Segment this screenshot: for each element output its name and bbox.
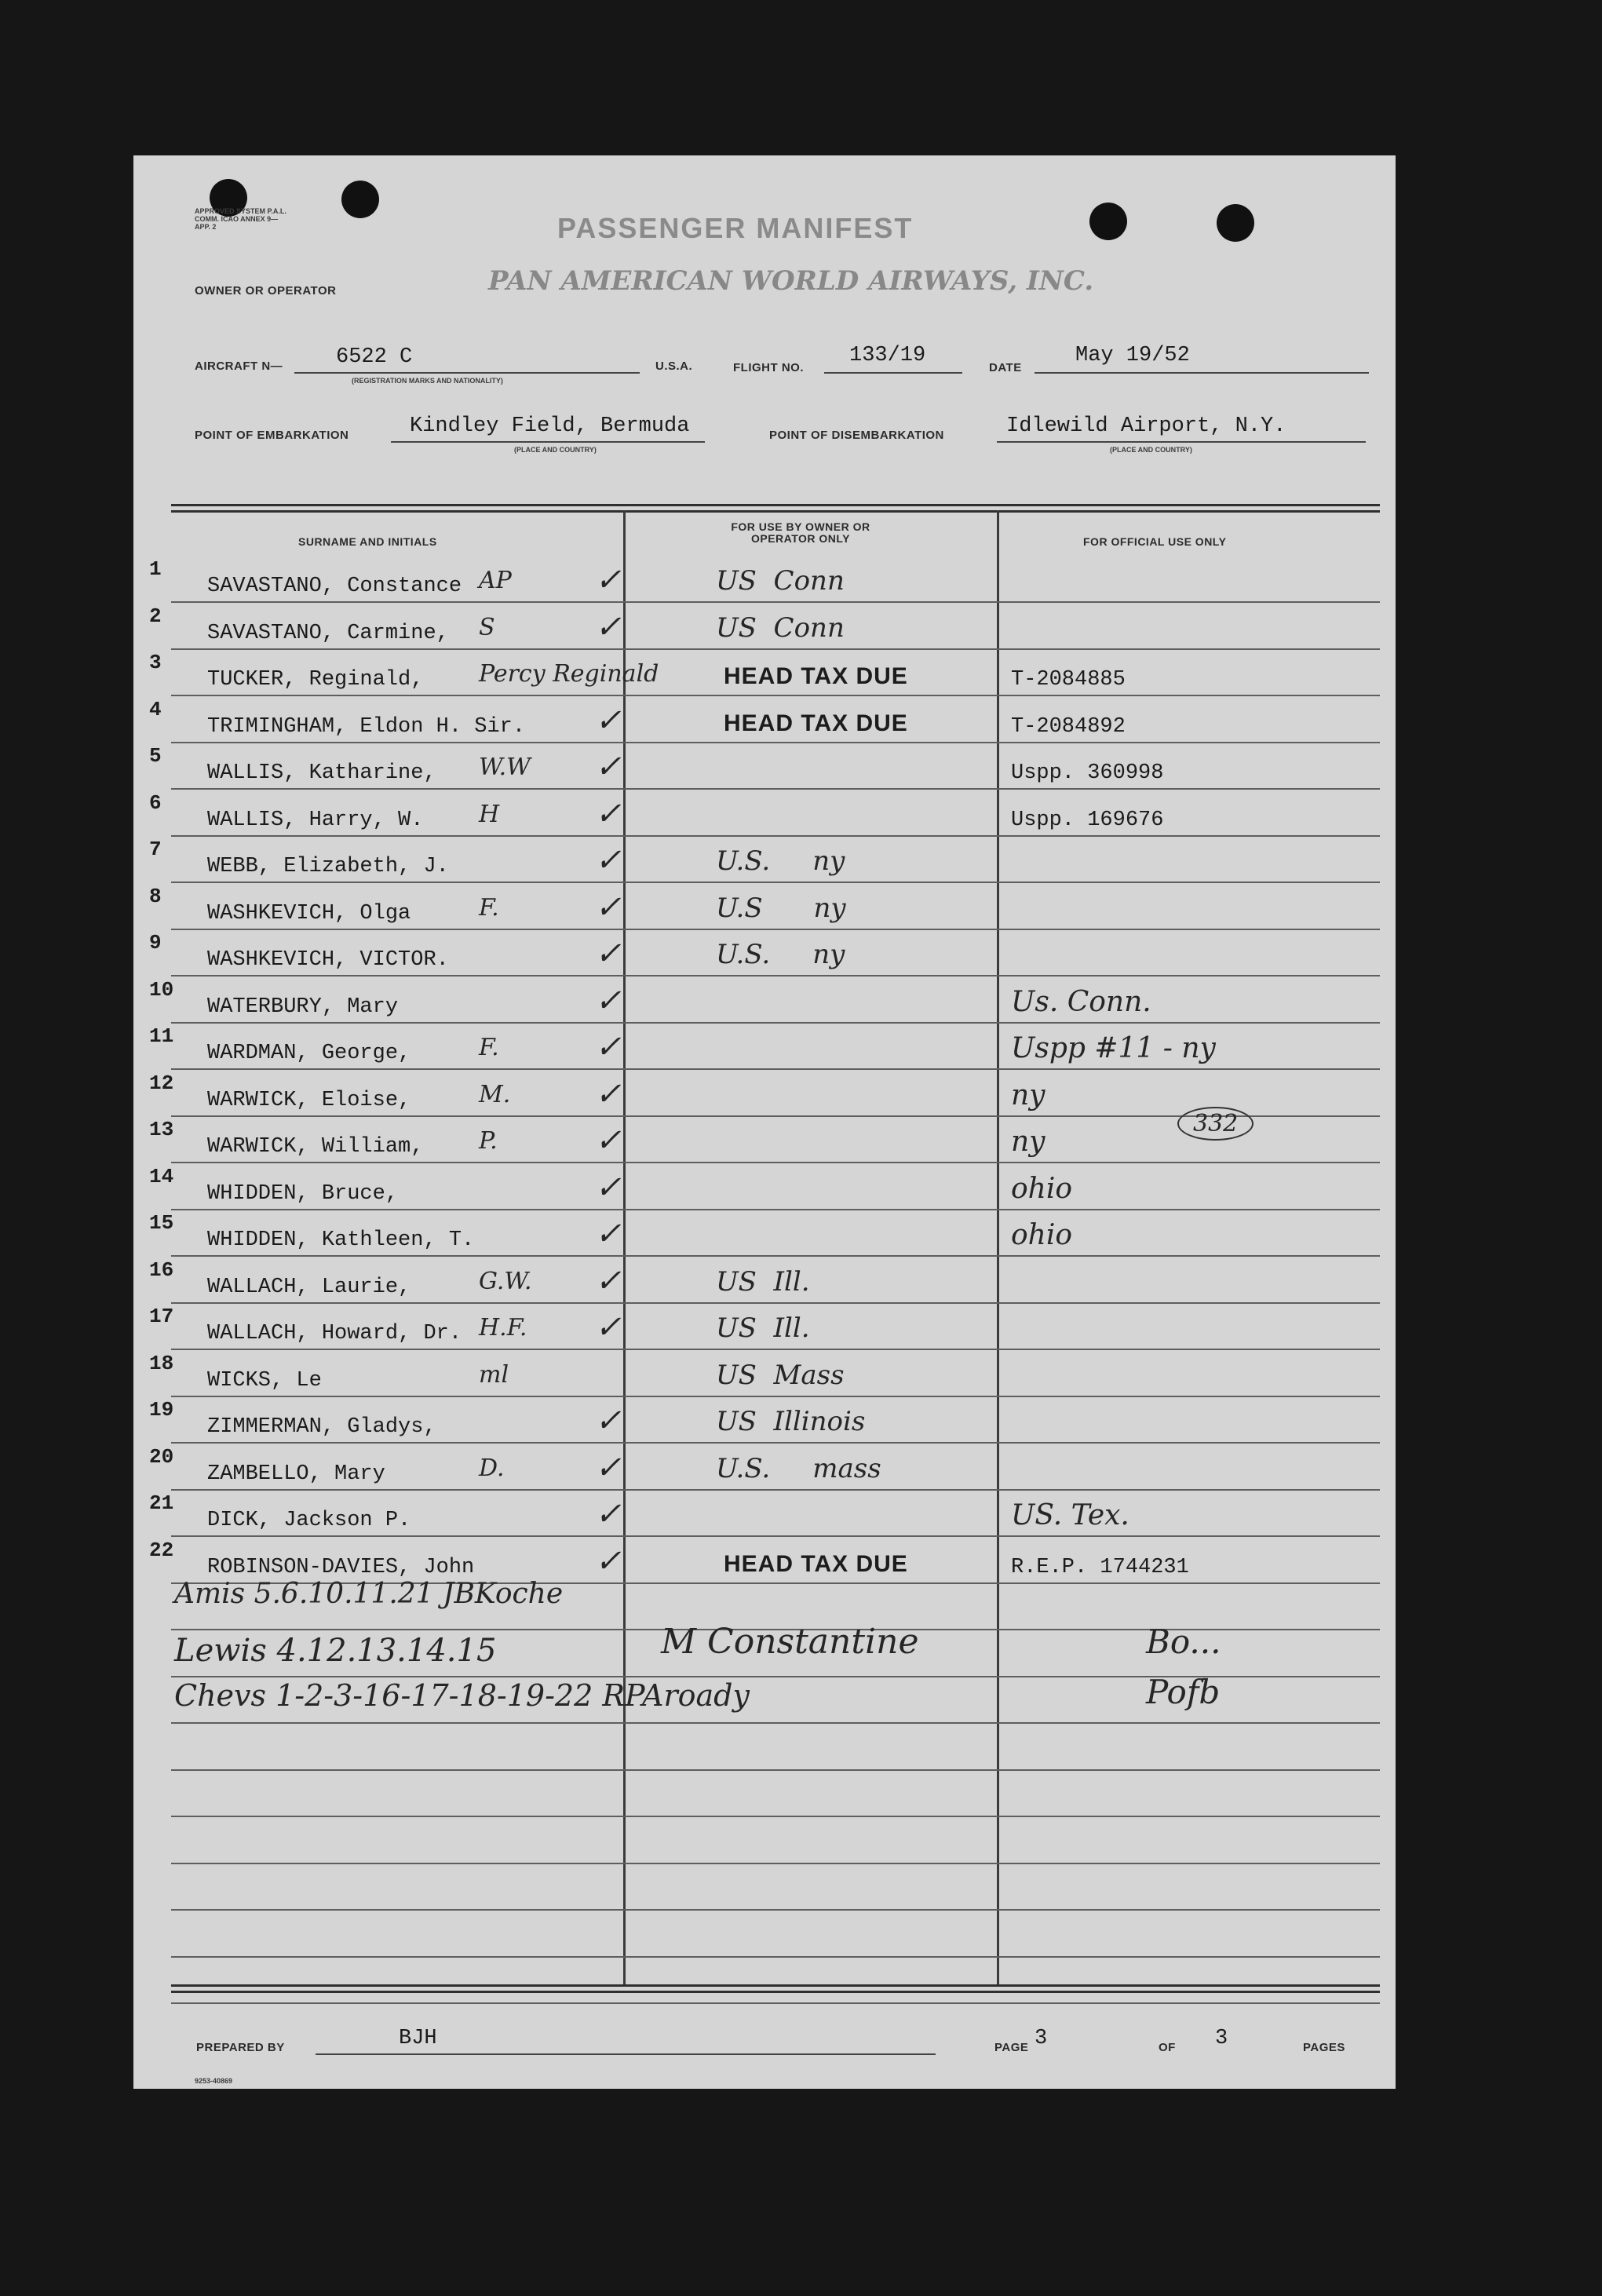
official-use-note: Uspp. 169676 xyxy=(1011,809,1164,832)
passenger-name: ZAMBELLO, Mary xyxy=(207,1462,385,1486)
col-owner-header: FOR USE BY OWNER OR OPERATOR ONLY xyxy=(731,520,870,545)
row-number: 21 xyxy=(149,1491,174,1515)
annotation-line-3: Chevs 1-2-3-16-17-18-19-22 RPAroady xyxy=(174,1678,750,1713)
ruled-line xyxy=(171,601,1380,603)
official-use-note: Uspp #11 - ny xyxy=(1011,1032,1216,1064)
passenger-initials: M. xyxy=(479,1081,511,1108)
owner-use-note: US Ill. xyxy=(716,1312,810,1344)
owner-use-stamp: HEAD TAX DUE xyxy=(724,710,908,736)
official-use-note: Uspp. 360998 xyxy=(1011,761,1164,785)
row-number: 2 xyxy=(149,604,162,628)
disembark-place-note: (PLACE AND COUNTRY) xyxy=(1110,446,1192,454)
registration-note: (REGISTRATION MARKS AND NATIONALITY) xyxy=(352,377,503,385)
ruled-line xyxy=(171,882,1380,883)
check-mark: ✓ xyxy=(595,609,622,645)
official-use-note: ohio xyxy=(1011,1173,1073,1205)
flight-fill-line xyxy=(824,372,962,374)
passenger-name: WASHKEVICH, Olga xyxy=(207,902,411,925)
check-mark: ✓ xyxy=(595,983,622,1019)
date-value: May 19/52 xyxy=(1075,344,1190,367)
aircraft-label: AIRCRAFT N— xyxy=(195,360,283,373)
ruled-line xyxy=(171,742,1380,743)
page-label: PAGE xyxy=(994,2041,1029,2054)
page-value: 3 xyxy=(1035,2027,1048,2050)
official-use-note: ohio xyxy=(1011,1219,1073,1251)
pages-label: PAGES xyxy=(1303,2041,1345,2054)
passenger-name: WASHKEVICH, VICTOR. xyxy=(207,948,449,972)
passenger-name: TRIMINGHAM, Eldon H. Sir. xyxy=(207,715,526,739)
passenger-name: TUCKER, Reginald, xyxy=(207,668,424,692)
row-number: 13 xyxy=(149,1118,174,1141)
ruled-line xyxy=(171,1349,1380,1350)
table-top-rule xyxy=(171,510,1380,513)
punch-hole xyxy=(1089,203,1127,240)
of-label: OF xyxy=(1159,2041,1176,2054)
row-number: 7 xyxy=(149,838,162,861)
check-mark: ✓ xyxy=(595,749,622,785)
embark-label: POINT OF EMBARKATION xyxy=(195,429,349,442)
row-number: 4 xyxy=(149,698,162,721)
row-number: 22 xyxy=(149,1539,174,1562)
row-number: 19 xyxy=(149,1398,174,1422)
ruled-line xyxy=(171,1769,1380,1771)
ruled-line xyxy=(171,1396,1380,1397)
column-divider xyxy=(997,510,999,1986)
passenger-name: WATERBURY, Mary xyxy=(207,995,399,1019)
date-label: DATE xyxy=(989,361,1022,374)
owner-use-note: U.S ny xyxy=(716,892,846,924)
check-mark: ✓ xyxy=(595,1543,622,1579)
owner-use-note: US Conn xyxy=(716,612,845,644)
official-use-note: R.E.P. 1744231 xyxy=(1011,1556,1189,1579)
ruled-line xyxy=(171,1162,1380,1163)
passenger-initials: ml xyxy=(479,1361,509,1389)
passenger-initials: F. xyxy=(479,1034,499,1061)
check-mark: ✓ xyxy=(595,1076,622,1112)
owner-use-note: US Conn xyxy=(716,565,845,597)
table-bottom-rule xyxy=(171,1991,1380,1993)
disembark-fill-line xyxy=(997,441,1366,443)
flight-value: 133/19 xyxy=(849,344,926,367)
check-mark: ✓ xyxy=(595,1450,622,1486)
ruled-line xyxy=(171,929,1380,930)
embark-place-note: (PLACE AND COUNTRY) xyxy=(514,446,597,454)
passenger-initials: H.F. xyxy=(479,1314,527,1341)
passenger-name: WALLIS, Harry, W. xyxy=(207,809,424,832)
check-mark: ✓ xyxy=(595,1122,622,1159)
row-number: 12 xyxy=(149,1071,174,1095)
punch-hole xyxy=(1217,204,1254,242)
official-use-note: US. Tex. xyxy=(1011,1499,1129,1531)
check-mark: ✓ xyxy=(595,796,622,832)
passenger-initials: W.W xyxy=(479,754,531,781)
col-official-header: FOR OFFICIAL USE ONLY xyxy=(1083,535,1227,548)
annotation-line-1: Amis 5.6.10.11.21 JBKoche xyxy=(174,1578,564,1610)
check-mark: ✓ xyxy=(595,1170,622,1206)
passenger-name: SAVASTANO, Carmine, xyxy=(207,622,449,645)
owner-use-note: US Mass xyxy=(716,1360,845,1391)
row-number: 11 xyxy=(149,1024,174,1048)
passenger-initials: Percy Reginald xyxy=(479,660,659,688)
ruled-line xyxy=(171,1956,1380,1958)
check-mark: ✓ xyxy=(595,936,622,972)
ruled-line xyxy=(171,648,1380,650)
owner-use-note: U.S. ny xyxy=(716,939,845,970)
circled-number-text: 332 xyxy=(1193,1110,1239,1137)
ruled-line xyxy=(171,695,1380,696)
ruled-line xyxy=(171,1022,1380,1024)
passenger-name: WALLACH, Laurie, xyxy=(207,1276,411,1299)
row-number: 6 xyxy=(149,791,162,815)
row-number: 3 xyxy=(149,651,162,674)
embark-fill-line xyxy=(391,441,705,443)
ruled-line xyxy=(171,1489,1380,1491)
ruled-line xyxy=(171,1302,1380,1304)
official-use-note: Us. Conn. xyxy=(1011,986,1151,1018)
row-number: 10 xyxy=(149,978,174,1002)
official-use-note: ny xyxy=(1011,1079,1045,1111)
manifest-sheet xyxy=(133,155,1396,2089)
passenger-initials: D. xyxy=(479,1455,505,1482)
approval-note: APPROVED SYSTEM P.A.L. COMM. ICAO ANNEX 9—APP. 2 xyxy=(195,207,286,231)
annotation-initials: Bo... Pofb xyxy=(1146,1623,1221,1711)
passenger-initials: F. xyxy=(479,894,499,922)
passenger-name: ZIMMERMAN, Gladys, xyxy=(207,1415,436,1439)
date-fill-line xyxy=(1035,372,1369,374)
ruled-line xyxy=(171,2002,1380,2004)
row-number: 14 xyxy=(149,1165,174,1188)
check-mark: ✓ xyxy=(595,1029,622,1065)
check-mark: ✓ xyxy=(595,1263,622,1299)
passenger-name: WALLIS, Katharine, xyxy=(207,761,436,785)
row-number: 5 xyxy=(149,744,162,768)
official-use-note: T-2084892 xyxy=(1011,715,1126,739)
passenger-name: WARDMAN, George, xyxy=(207,1042,411,1065)
row-number: 15 xyxy=(149,1211,174,1235)
row-number: 20 xyxy=(149,1445,174,1469)
row-number: 16 xyxy=(149,1258,174,1282)
embark-value: Kindley Field, Bermuda xyxy=(410,414,690,438)
row-number: 9 xyxy=(149,931,162,955)
column-divider xyxy=(623,510,626,1986)
table-top-rule xyxy=(171,504,1380,506)
check-mark: ✓ xyxy=(595,1216,622,1252)
ruled-line xyxy=(171,1909,1380,1911)
disembark-value: Idlewild Airport, N.Y. xyxy=(1006,414,1286,438)
check-mark: ✓ xyxy=(595,703,622,739)
owner-use-note: US Ill. xyxy=(716,1266,810,1298)
ruled-line xyxy=(171,1209,1380,1210)
ruled-line xyxy=(171,975,1380,976)
row-number: 17 xyxy=(149,1305,174,1328)
passenger-initials: AP xyxy=(479,567,512,594)
punch-hole xyxy=(341,181,379,218)
check-mark: ✓ xyxy=(595,1403,622,1439)
ruled-line xyxy=(171,1816,1380,1817)
disembark-label: POINT OF DISEMBARKATION xyxy=(769,429,944,442)
check-mark: ✓ xyxy=(595,842,622,878)
passenger-name: DICK, Jackson P. xyxy=(207,1509,411,1532)
official-use-note: T-2084885 xyxy=(1011,668,1126,692)
flight-label: FLIGHT NO. xyxy=(733,361,804,374)
carrier-name: PAN AMERICAN WORLD AIRWAYS, INC. xyxy=(488,265,1094,297)
official-use-note: ny xyxy=(1011,1126,1045,1158)
circled-number xyxy=(1177,1107,1254,1141)
col-surname-header: SURNAME AND INITIALS xyxy=(298,535,437,548)
ruled-line xyxy=(171,1255,1380,1257)
passenger-initials: S xyxy=(479,614,495,641)
ruled-line xyxy=(171,835,1380,837)
ruled-line xyxy=(171,1068,1380,1070)
passenger-name: WEBB, Elizabeth, J. xyxy=(207,855,449,878)
row-number: 18 xyxy=(149,1352,174,1375)
check-mark: ✓ xyxy=(595,562,622,598)
passenger-name: WARWICK, William, xyxy=(207,1135,424,1159)
usa-label: U.S.A. xyxy=(655,360,693,373)
passenger-initials: G.W. xyxy=(479,1268,532,1295)
ruled-line xyxy=(171,1863,1380,1864)
owner-use-stamp: HEAD TAX DUE xyxy=(724,1551,908,1577)
row-number: 8 xyxy=(149,885,162,908)
aircraft-fill-line xyxy=(294,372,640,374)
prepared-fill-line xyxy=(316,2053,936,2055)
passenger-initials: P. xyxy=(479,1127,498,1155)
ruled-line xyxy=(171,1722,1380,1724)
aircraft-value: 6522 C xyxy=(336,345,413,369)
form-number: 9253-40869 xyxy=(195,2077,233,2085)
passenger-name: WALLACH, Howard, Dr. xyxy=(207,1322,462,1345)
passenger-name: WHIDDEN, Bruce, xyxy=(207,1182,399,1206)
passenger-name: WHIDDEN, Kathleen, T. xyxy=(207,1228,475,1252)
ruled-line xyxy=(171,788,1380,790)
annotation-line-2: Lewis 4.12.13.14.15 xyxy=(174,1633,497,1669)
passenger-name: ROBINSON-DAVIES, John xyxy=(207,1556,475,1579)
owner-label: OWNER OR OPERATOR xyxy=(195,284,337,297)
check-mark: ✓ xyxy=(595,1309,622,1345)
prepared-value: BJH xyxy=(399,2027,437,2050)
owner-use-note: U.S. ny xyxy=(716,845,845,877)
ruled-line xyxy=(171,1442,1380,1444)
passenger-name: WICKS, Le xyxy=(207,1369,322,1393)
passenger-name: SAVASTANO, Constance xyxy=(207,575,462,598)
owner-use-note: U.S. mass xyxy=(716,1453,881,1484)
passenger-initials: H xyxy=(479,801,500,828)
check-mark: ✓ xyxy=(595,1496,622,1532)
of-value: 3 xyxy=(1215,2027,1228,2050)
row-number: 1 xyxy=(149,557,162,581)
page-title: PASSENGER MANIFEST xyxy=(557,212,914,244)
owner-use-note: US Illinois xyxy=(716,1406,866,1437)
ruled-line xyxy=(171,1535,1380,1537)
passenger-name: WARWICK, Eloise, xyxy=(207,1089,411,1112)
owner-use-stamp: HEAD TAX DUE xyxy=(724,663,908,689)
check-mark: ✓ xyxy=(595,889,622,925)
table-bottom-rule xyxy=(171,1984,1380,1987)
annotation-signature: M Constantine xyxy=(661,1622,919,1662)
prepared-label: PREPARED BY xyxy=(196,2041,285,2054)
